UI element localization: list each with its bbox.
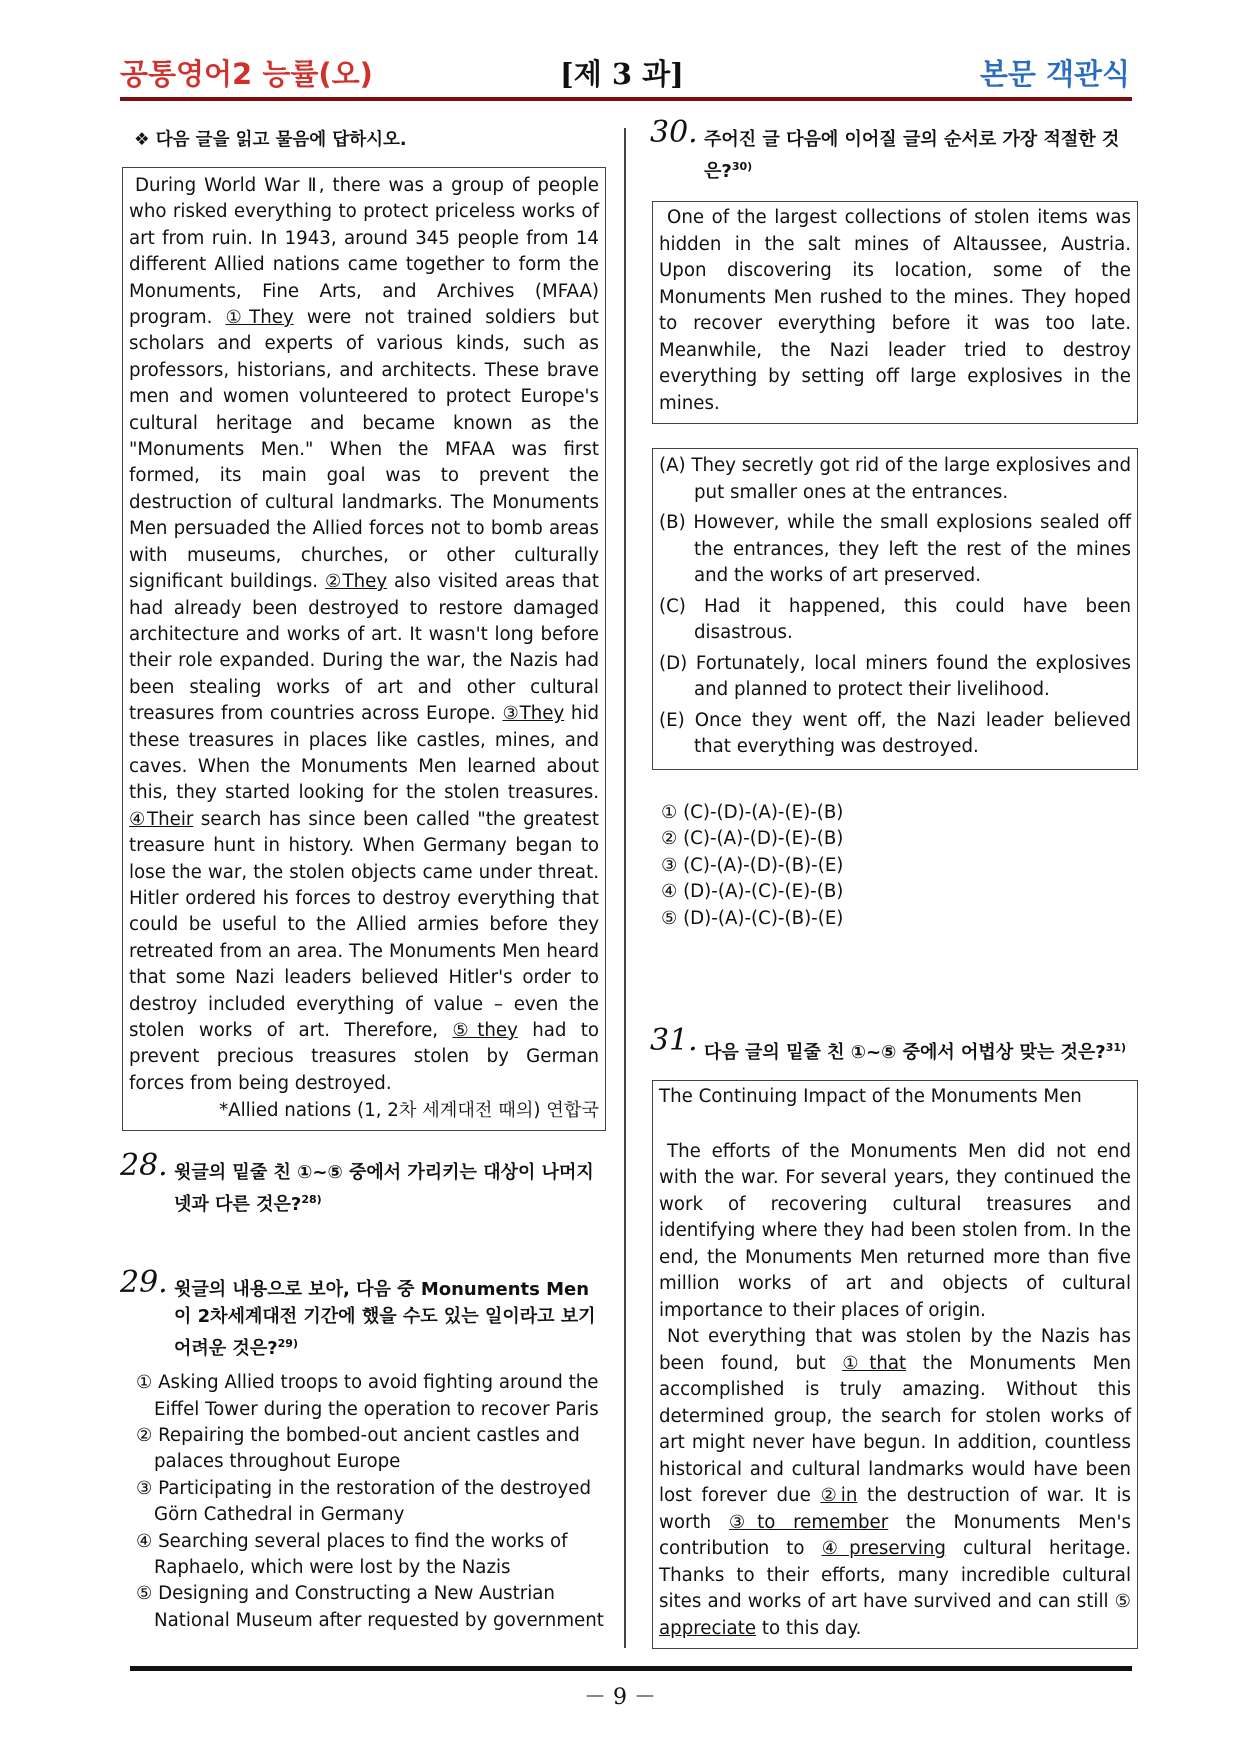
underline-1: ①that (842, 1352, 907, 1374)
textbook-title: 공통영어2 능률(오) (120, 57, 373, 91)
q31-passage-box (652, 1080, 1138, 1649)
header-rule (120, 97, 1132, 101)
choice-2[interactable]: ② Repairing the bombed-out ancient castles and palaces throughout Europe (136, 1425, 580, 1473)
choice-5[interactable]: ⑤ Designing and Constructing a New Austrian National Museum after requested by government (136, 1583, 604, 1631)
question-number: 30. (650, 115, 698, 150)
order-item-a: (A) They secretly got rid of the large explosives and put smaller ones at the entrances. (659, 455, 1132, 503)
choice-3[interactable]: ③ Participating in the restoration of the destroyed Görn Cathedral in Germany (136, 1477, 592, 1526)
underline-3: ③to remember (728, 1511, 889, 1533)
page-header (120, 52, 1130, 94)
page-number: － 9 － (584, 1685, 656, 1710)
question-31 (650, 1023, 1138, 1066)
order-item-d: (D) Fortunately, local miners found the explosives and planned to protect their livelihood. (659, 652, 1131, 700)
question-number: 29. (120, 1265, 168, 1301)
right-column (650, 115, 1138, 1649)
underline-3: ③They (502, 703, 565, 725)
lesson-title: [제 3 과] (560, 57, 684, 91)
answer-4[interactable]: ④ (D)-(A)-(C)-(E)-(B) (661, 881, 844, 903)
order-item-b: (B) However, while the small explosions sealed off the entrances, they left the rest of the mines and the works of art preserved. (659, 512, 1131, 586)
question-number: 31. (650, 1023, 698, 1059)
main-passage-box (122, 167, 606, 1131)
main-passage: During World War Ⅱ, there was a group of people who risked everything to protect priceless works of art from ruin. In 1943, around 345 people from 14 different Allied nations came together to form the Monuments, Fine Arts, and Archives (MFAA) program. ①They were not trained soldiers but scholars and experts of various kinds, such as professors, historians, and architects. These brave men and women volunteered to protect Europe's cultural heritage and became known as the "Monuments Men." When the MFAA was first formed, its main goal was to prevent the destruction of cultural landmarks. The Monuments Men persuaded the Allied forces not to bomb areas with museums, churches, or other culturally significant buildings. ②They also visited areas that had already been destroyed to restore damaged architecture and works of art. It wasn't long before their role expanded. During the war, the Nazis had been stealing works of art and other cultural treasures from countries across Europe. ③They hid these treasures in places like castles, mines, and caves. When the Monuments Men learned about this, they started looking for the stolen treasures. ④Their search has since been called "the greatest treasure hunt in history. When Germany began to lose the war, the stolen objects came under threat. Hitler ordered his forces to destroy everything that could be useful to the Allied armies before they retreated from an area. The Monuments Men heard that some Nazi leaders believed Hitler's order to destroy included everything of value – even the stolen works of art. Therefore, ⑤they had to prevent precious treasures stolen by German forces from being destroyed. (129, 175, 599, 1094)
q30-answers (661, 800, 1138, 933)
left-column (122, 126, 606, 1634)
question-ref: 31) (1105, 1041, 1127, 1055)
underline-4: ④Their (129, 808, 194, 830)
question-28 (120, 1148, 606, 1218)
paragraph-1: The efforts of the Monuments Men did not end with the war. For several years, they continued the work of recovering cultural treasures and identifying where they had been stolen from. In the end, the Monuments Men returned more than five million works of art and objects of cultural importance to their places of origin. (659, 1140, 1131, 1321)
q30-order-box (652, 448, 1138, 770)
underline-4: ④preserving (821, 1538, 946, 1560)
question-text: 윗글의 내용으로 보아, 다음 중 Monuments Men이 2차세계대전 기간에 했을 수도 있는 일이라고 보기 어려운 것은? (174, 1279, 596, 1360)
question-text: 주어진 글 다음에 이어질 글의 순서로 가장 적절한 것은? (704, 129, 1120, 182)
question-ref: 30) (731, 160, 753, 173)
order-item-e: (E) Once they went off, the Nazi leader believed that everything was destroyed. (659, 709, 1131, 757)
underline-2: ②in (820, 1485, 858, 1507)
question-29 (120, 1265, 606, 1362)
choice-4[interactable]: ④ Searching several places to find the works of Raphaelo, which were lost by the Nazis (136, 1530, 568, 1579)
q29-choices (122, 1370, 606, 1634)
section-title: 본문 객관식 (979, 57, 1130, 91)
question-number: 28. (120, 1148, 168, 1184)
answer-1[interactable]: ① (C)-(D)-(A)-(E)-(B) (661, 801, 844, 823)
underline-1: ①They (225, 307, 294, 329)
q30-given-passage: One of the largest collections of stolen items was hidden in the salt mines of Altaussee, Austria. Upon discovering its location, some of the Monuments Men rushed to the mines. They hoped to recover everything before it was too late. Meanwhile, the Nazi leader tried to destroy everything by setting off large explosives in the mines. (652, 201, 1138, 424)
footer-rule (130, 1666, 1132, 1671)
instruction: ❖ 다음 글을 읽고 물음에 답하시오. (134, 130, 407, 150)
passage-title: The Continuing Impact of the Monuments Men (659, 1086, 1082, 1108)
underline-5: ⑤they (452, 1020, 518, 1041)
question-ref: 29) (277, 1337, 298, 1351)
choice-1[interactable]: ① Asking Allied troops to avoid fighting around the Eiffel Tower during the operation to recover Paris (136, 1372, 599, 1420)
question-30 (650, 115, 1138, 185)
answer-3[interactable]: ③ (C)-(A)-(D)-(B)-(E) (661, 854, 844, 876)
question-ref: 28) (301, 1193, 322, 1207)
paragraph-2: Not everything that was stolen by the Nazis has been found, but ①that the Monuments Men accomplished is truly amazing. Without this determined group, the search for stolen works of art might never have begun. In addition, countless historical and cultural landmarks would have been lost forever due ②in the destruction of war. It is worth ③to remember the Monuments Men's contribution to ④preserving cultural heritage. Thanks to their efforts, many incredible cultural sites and works of art have survived and can still ⑤ appreciate to this day. (659, 1326, 1131, 1639)
footnote: *Allied nations (1, 2차 세계대전 때의) 연합국 (219, 1100, 599, 1122)
underline-5: appreciate (659, 1617, 757, 1639)
question-text: 윗글의 밑줄 친 ①~⑤ 중에서 가리키는 대상이 나머지 넷과 다른 것은? (174, 1162, 594, 1216)
answer-2[interactable]: ② (C)-(A)-(D)-(E)-(B) (661, 828, 844, 850)
answer-5[interactable]: ⑤ (D)-(A)-(C)-(B)-(E) (661, 907, 844, 929)
underline-2: ②They (324, 571, 388, 593)
column-divider (624, 128, 626, 1648)
question-text: 다음 글의 밑줄 친 ①~⑤ 중에서 어법상 맞는 것은? (704, 1042, 1106, 1064)
order-item-c: (C) Had it happened, this could have been disastrous. (659, 595, 1131, 643)
